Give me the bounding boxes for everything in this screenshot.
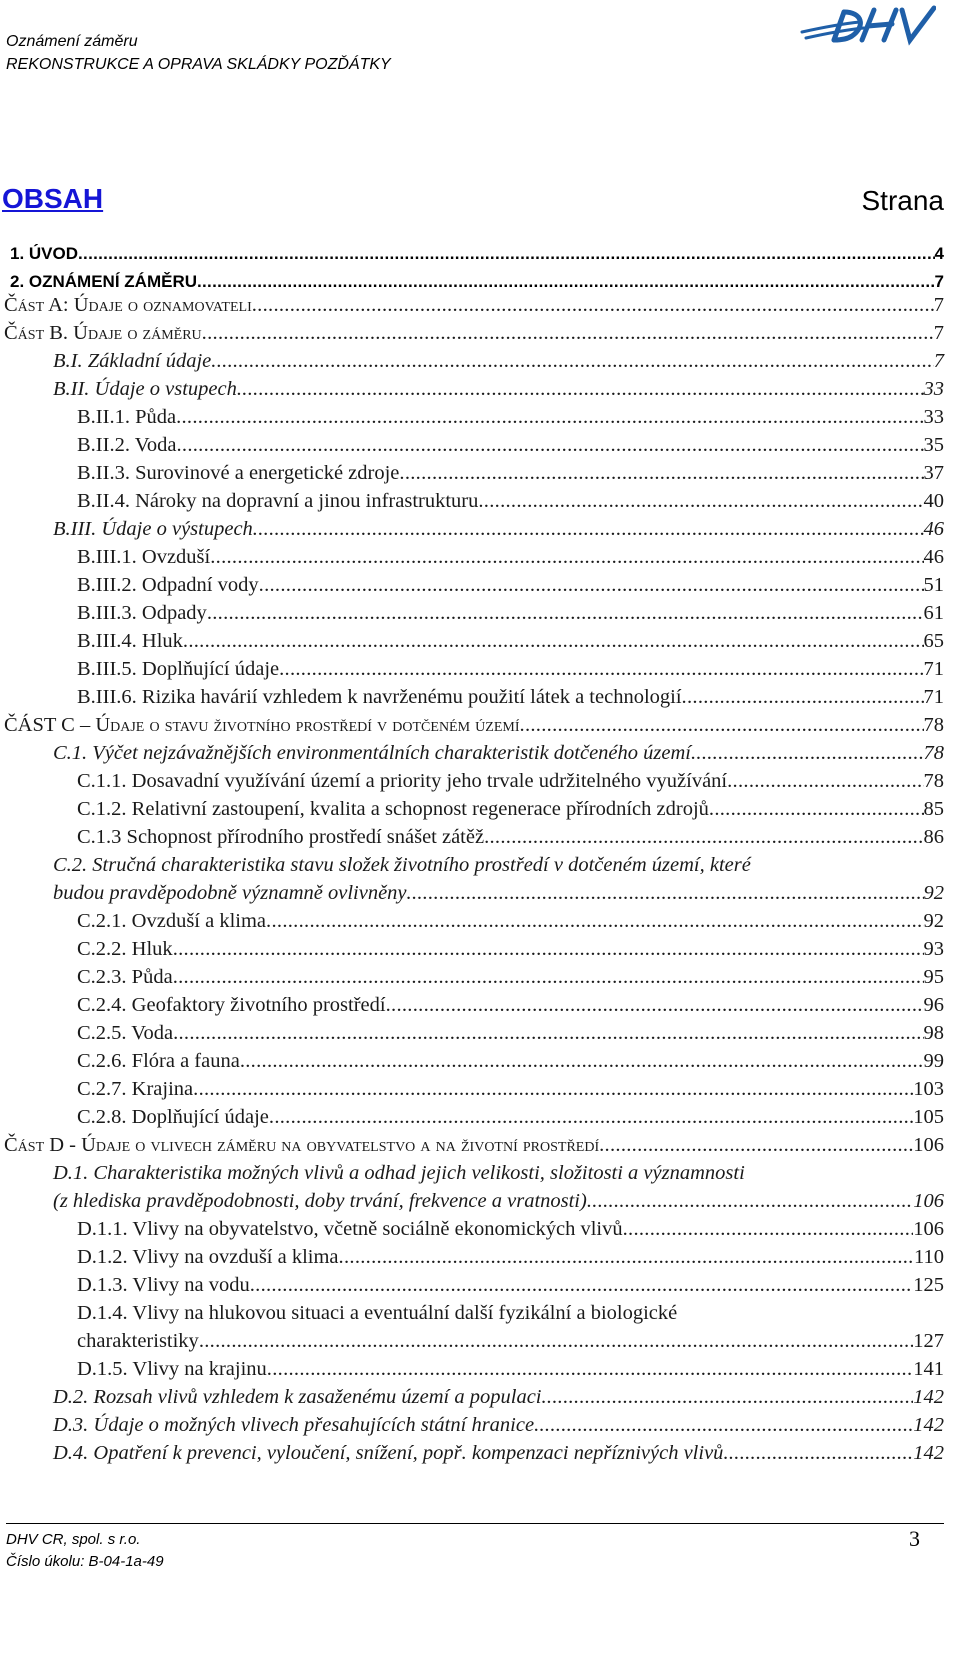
toc-entry-line1[interactable]: D.1. Charakteristika možných vlivů a odhad jejich velikosti, složitosti a významnosti [53,1162,745,1184]
dhv-logo [800,2,936,48]
toc-entry[interactable]: B.III. Údaje o výstupech ..... 46 [53,516,944,542]
toc-entry[interactable]: D.3. Údaje o možných vlivech přesahujících státní hranice ..... 142 [53,1412,944,1438]
header-project-title: REKONSTRUKCE A OPRAVA SKLÁDKY POZĎÁTKY [6,56,391,73]
toc-entry[interactable]: 2. OZNÁMENÍ ZÁMĚRU ..... 7 [10,269,944,295]
toc-entry-line2[interactable]: budou pravděpodobně významně ovlivněny ..... 92 [53,880,944,906]
toc-entry[interactable]: C.2.5. Voda ..... 98 [77,1020,944,1046]
toc-entry[interactable]: B.III.5. Doplňující údaje ..... 71 [77,656,944,682]
toc-entry[interactable]: C.2.6. Flóra a fauna ..... 99 [77,1048,944,1074]
toc-entry[interactable]: B.III.2. Odpadní vody ..... 51 [77,572,944,598]
toc-entry-line2[interactable]: charakteristiky ..... 127 [77,1328,944,1354]
toc-entry[interactable]: C.2.7. Krajina ..... 103 [77,1076,944,1102]
toc-entry[interactable]: Část A: Údaje o oznamovateli ..... 7 [4,292,944,318]
toc-entry[interactable]: C.2.8. Doplňující údaje ..... 105 [77,1104,944,1130]
toc-entry[interactable]: C.1. Výčet nejzávažnějších environmentálních charakteristik dotčeného území ..... 78 [53,740,944,766]
toc-entry[interactable]: B.II.4. Nároky na dopravní a jinou infrastrukturu ..... 40 [77,488,944,514]
toc-entry[interactable]: D.2. Rozsah vlivů vzhledem k zasaženému území a populaci ..... 142 [53,1384,944,1410]
toc-entry[interactable]: B.II.2. Voda ..... 35 [77,432,944,458]
toc-entry[interactable]: C.1.1. Dosavadní využívání území a priority jeho trvale udržitelného využívání ..... 78 [77,768,944,794]
toc-entry[interactable]: D.4. Opatření k prevenci, vyloučení, snížení, popř. kompenzaci nepříznivých vlivů ..... 142 [53,1440,944,1466]
toc-entry[interactable]: D.1.1. Vlivy na obyvatelstvo, včetně sociálně ekonomických vlivů ..... 106 [77,1216,944,1242]
header-document-type: Oznámení záměru [6,33,138,50]
toc-entry[interactable]: B.III.4. Hluk ..... 65 [77,628,944,654]
toc-entry[interactable]: ČÁST C – Údaje o stavu životního prostředí v dotčeném území ..... 78 [4,712,944,738]
toc-entry-line1[interactable]: D.1.4. Vlivy na hlukovou situaci a eventuální další fyzikální a biologické [77,1302,678,1324]
toc-entry[interactable]: D.1.2. Vlivy na ovzduší a klima ..... 110 [77,1244,944,1270]
toc-entry[interactable]: C.2.3. Půda ..... 95 [77,964,944,990]
page-column-label: Strana [861,185,944,216]
footer-company: DHV CR, spol. s r.o. [6,1531,141,1548]
toc-entry[interactable]: B.III.3. Odpady ..... 61 [77,600,944,626]
toc-entry[interactable]: Část B. Údaje o záměru ..... 7 [4,320,944,346]
toc-entry[interactable]: B.II.3. Surovinové a energetické zdroje ..... 37 [77,460,944,486]
toc-title-link[interactable]: OBSAH [2,183,104,214]
footer-divider [6,1523,944,1524]
toc-entry[interactable]: C.1.2. Relativní zastoupení, kvalita a schopnost regenerace přírodních zdrojů ..... 85 [77,796,944,822]
toc-entry[interactable]: B.I. Základní údaje ..... 7 [53,348,944,374]
toc-entry[interactable]: C.1.3 Schopnost přírodního prostředí snášet zátěž ..... 86 [77,824,944,850]
toc-entry-line1[interactable]: C.2. Stručná charakteristika stavu složek životního prostředí v dotčeném území, které [53,854,751,876]
toc-entry[interactable]: B.II.1. Půda ..... 33 [77,404,944,430]
toc-entry[interactable]: D.1.3. Vlivy na vodu ..... 125 [77,1272,944,1298]
toc-entry[interactable]: B.III.1. Ovzduší ..... 46 [77,544,944,570]
footer-task-number: Číslo úkolu: B-04-1a-49 [6,1553,164,1570]
toc-entry[interactable]: C.2.2. Hluk ..... 93 [77,936,944,962]
toc-entry[interactable]: D.1.5. Vlivy na krajinu ..... 141 [77,1356,944,1382]
toc-entry[interactable]: 1. ÚVOD ..... 4 [10,241,944,267]
toc-entry[interactable]: B.III.6. Rizika havárií vzhledem k navrženému použití látek a technologií ..... 71 [77,684,944,710]
page-number: 3 [909,1526,920,1551]
toc-entry[interactable]: B.II. Údaje o vstupech ..... 33 [53,376,944,402]
toc-entry-line2[interactable]: (z hlediska pravděpodobnosti, doby trvání, frekvence a vratnosti) ..... 106 [53,1188,944,1214]
toc-entry[interactable]: C.2.1. Ovzduší a klima ..... 92 [77,908,944,934]
toc-entry[interactable]: C.2.4. Geofaktory životního prostředí ..... 96 [77,992,944,1018]
toc-entry[interactable]: Část D - Údaje o vlivech záměru na obyvatelstvo a na životní prostředí ..... 106 [4,1132,944,1158]
